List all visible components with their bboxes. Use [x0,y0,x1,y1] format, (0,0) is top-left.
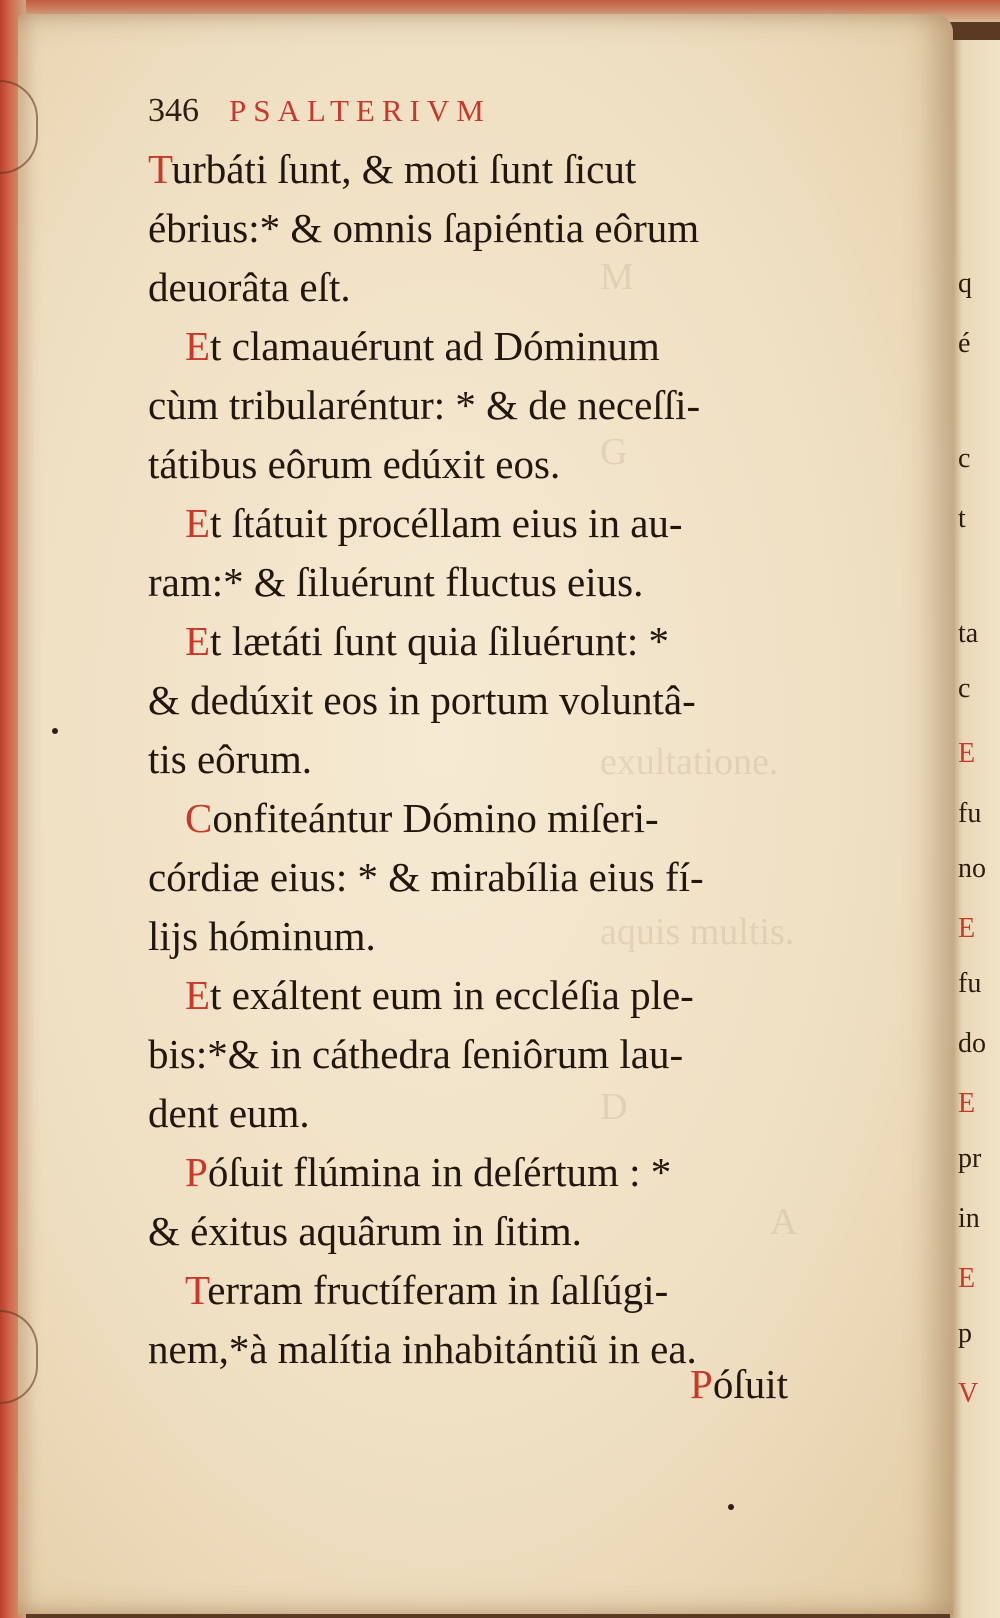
verse-line: Et ſtátuit procéllam eius in au- [185,500,683,546]
verse-line: & éxitus aquârum in ſitim. [148,1208,582,1254]
bleed-through-text: exultatione. [600,741,779,783]
verse-line: & dedúxit eos in portum voluntâ- [148,677,696,723]
verse-initial: E [185,618,211,664]
catchword [690,1360,788,1408]
verse-initial: E [185,972,211,1018]
bleed-through-text: G [600,431,628,473]
verse-line: Et clamauérunt ad Dóminum [185,323,660,369]
verse-line: deuorâta eſt. [148,264,351,310]
catchword-initial: P [690,1361,713,1407]
verse-initial: T [148,146,172,192]
verse-line: córdiæ eius: * & mirabília eius fí- [148,854,704,900]
verse-line: nem,*à malítia inhabitántiũ in ea. [148,1326,697,1372]
running-title: PSALTERIVM [229,93,491,128]
verse-initial: C [185,795,213,841]
verse-line: ram:* & ſiluérunt fluctus eius. [148,559,644,605]
catchword-rest: óſuit [712,1361,788,1407]
verse-line: lijs hóminum. [148,913,376,959]
verse-initial: E [185,323,211,369]
bleed-through-text: D [600,1086,628,1128]
verse-line: Turbáti ſunt, & moti ſunt ſicut [148,146,637,192]
facing-page-edge: q é c t ta c E fu no E fu do E pr in E p V [950,40,1000,1618]
verse-line: Et exáltent eum in eccléſia ple- [185,972,694,1018]
verse-line: cùm tribularéntur: * & de neceſſi- [148,382,701,428]
verse-line: tis eôrum. [148,736,312,782]
bleed-through-text: A [770,1201,798,1243]
verse-line: Confiteántur Dómino miſeri- [185,795,659,841]
bleed-through-text: aquis multis. [600,911,795,953]
verse-line: ébrius:* & omnis ſapiéntia eôrum [148,205,700,251]
verse-line: tátibus eôrum edúxit eos. [148,441,561,487]
verse-line: Et lætáti ſunt quia ſiluérunt: * [185,618,669,664]
page-number: 346 [148,92,199,129]
page-header [148,92,491,142]
verse-line: Terram fructíferam in ſalſúgi- [185,1267,669,1313]
verse-initial: E [185,500,211,546]
verse-line: bis:*& in cáthedra ſeniôrum lau- [148,1031,684,1077]
ink-speck [728,1504,734,1510]
verse-initial: P [185,1149,208,1195]
psalm-text [148,140,838,1379]
ink-speck [52,728,58,734]
verse-line: Póſuit flúmina in deſértum : * [185,1149,672,1195]
verse-initial: T [185,1267,208,1313]
bleed-through-text: M [600,256,634,298]
verse-line: dent eum. [148,1090,310,1136]
